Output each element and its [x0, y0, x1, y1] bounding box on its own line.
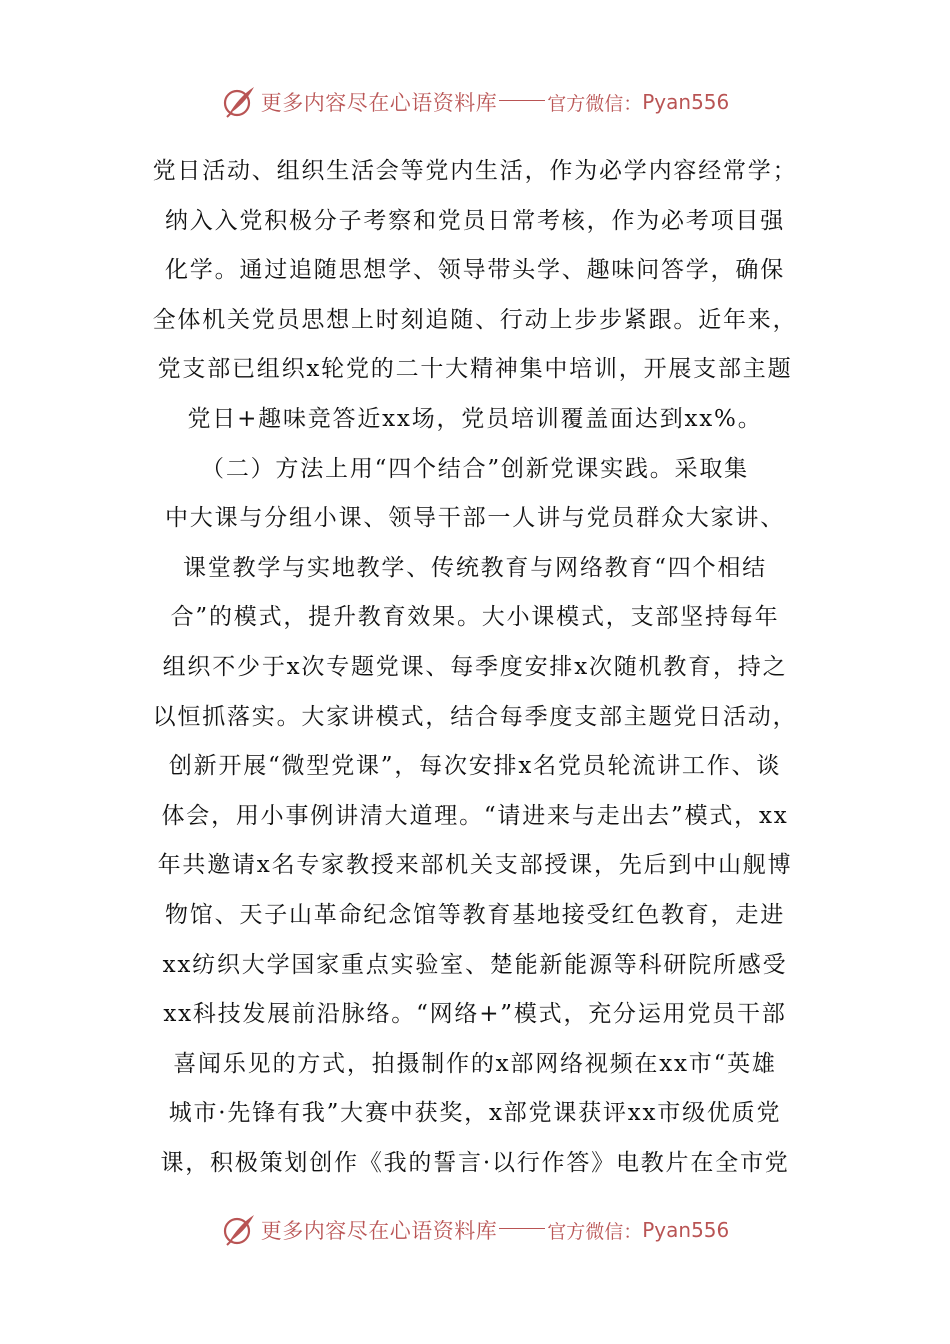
text-line: 物馆、天子山革命纪念馆等教育基地接受红色教育，走进 [165, 901, 785, 928]
watermark-wechat-id: Pyan556 [642, 90, 730, 114]
text-line: 合”的模式，提升教育效果。大小课模式，支部坚持每年 [170, 604, 780, 631]
text-line: 党日活动、组织生活会等党内生活，作为必学内容经常学； [152, 158, 798, 184]
text-line: 以恒抓落实。大家讲模式，结合每季度支部主题党日活动， [152, 703, 798, 730]
text-line: xx纺织大学国家重点实验室、楚能新能源等科研院所感受 [162, 951, 788, 978]
text-line: 党支部已组织x轮党的二十大精神集中培训，开展支部主题 [157, 356, 793, 383]
quill-pen-logo-icon [221, 84, 257, 120]
document-body [0, 147, 950, 1188]
text-line: 创新开展“微型党课”，每次安排x名党员轮流讲工作、谈 [168, 753, 782, 780]
header-watermark [0, 80, 950, 124]
text-line: 喜闻乐见的方式，拍摄制作的x部网络视频在xx市“英雄 [173, 1050, 777, 1077]
text-line: xx科技发展前沿脉络。“网络+”模式，充分运用党员干部 [163, 1001, 787, 1028]
text-line: 党日+趣味竞答近xx场，党员培训覆盖面达到xx%。 [187, 405, 763, 432]
text-line: 中大课与分组小课、领导干部一人讲与党员群众大家讲、 [165, 505, 785, 532]
text-line: 城市·先锋有我”大赛中获奖，x部党课获评xx市级优质党 [168, 1100, 782, 1127]
text-line: 组织不少于x次专题党课、每季度安排x次随机教育，持之 [162, 653, 788, 680]
text-line: 全体机关党员思想上时刻追随、行动上步步紧跟。近年来， [152, 306, 798, 333]
watermark-sub-text: 官方微信： [547, 92, 643, 115]
text-line: 课堂教学与实地教学、传统教育与网络教育“四个相结 [183, 554, 767, 581]
watermark-main-text: 更多内容尽在心语资料库 [260, 91, 498, 115]
text-line: 课，积极策划创作《我的誓言·以行作答》电教片在全市党 [160, 1149, 790, 1176]
text-line: 年共邀请x名专家教授来部机关支部授课，先后到中山舰博 [157, 852, 793, 879]
footer-watermark [0, 1208, 950, 1252]
watermark-wechat-id: Pyan556 [642, 1218, 730, 1242]
watermark-dash [499, 1228, 545, 1229]
text-line: 体会，用小事例讲清大道理。“请进来与走出去”模式，xx [161, 802, 789, 829]
watermark-main-text: 更多内容尽在心语资料库 [260, 1219, 498, 1243]
section-heading-line: （二）方法上用“四个结合”创新党课实践。采取集 [201, 455, 749, 482]
watermark-sub-text: 官方微信： [547, 1220, 643, 1243]
text-line: 纳入入党积极分子考察和党员日常考核，作为必考项目强 [165, 207, 785, 234]
text-line: 化学。通过追随思想学、领导带头学、趣味问答学，确保 [165, 257, 785, 284]
watermark-dash [499, 100, 545, 101]
quill-pen-logo-icon [221, 1212, 257, 1248]
